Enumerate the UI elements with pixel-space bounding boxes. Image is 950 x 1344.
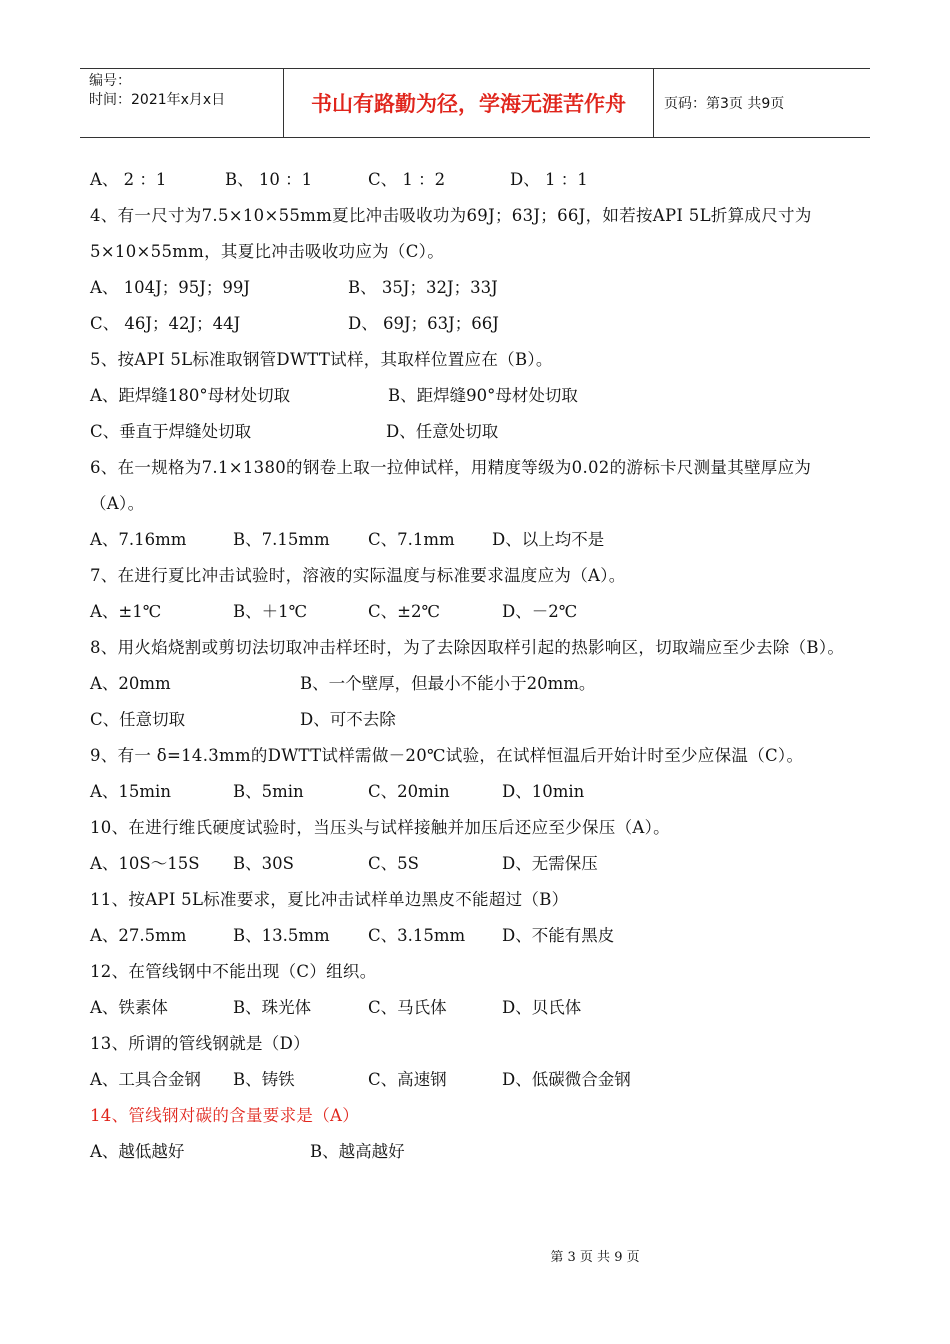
answer-option: A、15min <box>90 782 171 801</box>
header-motto: 书山有路勤为径，学海无涯苦作舟 <box>283 69 654 137</box>
page-footer: 第 3 页 共 9 页 <box>550 1250 640 1265</box>
answer-option: D、可不去除 <box>300 710 396 729</box>
question-text: 14、管线钢对碳的含量要求是（A） <box>90 1106 360 1125</box>
header-page-number: 页码：第3页 共9页 <box>664 96 785 112</box>
answer-options <box>90 702 865 738</box>
question-text: 8、用火焰烧割或剪切法切取冲击样坯时，为了去除因取样引起的热影响区，切取端应至少去除（B）。 <box>90 638 845 657</box>
answer-option: A、 104J；95J；99J <box>90 278 250 297</box>
answer-option: D、不能有黑皮 <box>502 926 615 945</box>
question-text: 9、有一 δ=14.3mm的DWTT试样需做－20℃试验，在试样恒温后开始计时至少应保温（C）。 <box>90 746 804 765</box>
answer-options <box>90 162 865 198</box>
answer-options <box>90 918 865 954</box>
answer-options <box>90 594 865 630</box>
question-text: 5、按API 5L标准取钢管DWTT试样，其取样位置应在（B）。 <box>90 350 553 369</box>
question-text: 11、按API 5L标准要求，夏比冲击试样单边黑皮不能超过（B） <box>90 890 569 909</box>
answer-option: A、铁素体 <box>90 998 168 1017</box>
question-list <box>90 162 865 1170</box>
answer-option: B、铸铁 <box>233 1070 295 1089</box>
page-header <box>80 68 870 138</box>
document-date-label: 时间：2021年x月x日 <box>89 92 226 108</box>
answer-option: C、垂直于焊缝处切取 <box>90 422 252 441</box>
answer-option: A、7.16mm <box>90 530 187 549</box>
question-text: 12、在管线钢中不能出现（C）组织。 <box>90 962 377 981</box>
document-number-label: 编号： <box>89 73 131 89</box>
answer-options <box>90 522 865 558</box>
answer-options <box>90 1134 865 1170</box>
answer-option: A、越低越好 <box>90 1142 185 1161</box>
answer-option: A、±1℃ <box>90 602 162 621</box>
answer-option: C、 1 ：2 <box>368 170 446 189</box>
answer-option: D、任意处切取 <box>386 422 499 441</box>
answer-options <box>90 666 865 702</box>
answer-option: B、距焊缝90°母材处切取 <box>388 386 578 405</box>
question-text: 7、在进行夏比冲击试验时，溶液的实际温度与标准要求温度应为（A）。 <box>90 566 626 585</box>
answer-option: C、马氏体 <box>368 998 447 1017</box>
answer-option: D、无需保压 <box>502 854 598 873</box>
answer-options <box>90 846 865 882</box>
answer-option: D、以上均不是 <box>492 530 605 549</box>
answer-option: C、20min <box>368 782 450 801</box>
answer-option: D、10min <box>502 782 585 801</box>
answer-options <box>90 414 865 450</box>
answer-option: C、高速钢 <box>368 1070 447 1089</box>
answer-options <box>90 378 865 414</box>
answer-option: C、3.15mm <box>368 926 466 945</box>
answer-option: B、 10 ：1 <box>225 170 313 189</box>
answer-option: A、10S～15S <box>90 854 200 873</box>
answer-option: C、任意切取 <box>90 710 186 729</box>
question-text: 6、在一规格为7.1×1380的钢卷上取一拉伸试样，用精度等级为0.02的游标卡尺测量其壁厚应为（A）。 <box>90 458 812 513</box>
answer-option: D、 69J；63J；66J <box>348 314 499 333</box>
answer-options <box>90 1062 865 1098</box>
question-text: 4、有一尺寸为7.5×10×55mm夏比冲击吸收功为69J；63J；66J，如若按API 5L折算成尺寸为5×10×55mm，其夏比冲击吸收功应为（C）。 <box>90 206 812 261</box>
answer-option: C、5S <box>368 854 419 873</box>
answer-option: D、－2℃ <box>502 602 578 621</box>
question-text: 10、在进行维氏硬度试验时，当压头与试样接触并加压后还应至少保压（A）。 <box>90 818 670 837</box>
answer-option: A、工具合金钢 <box>90 1070 201 1089</box>
question-text: 13、所谓的管线钢就是（D） <box>90 1034 310 1053</box>
answer-option: A、27.5mm <box>90 926 187 945</box>
answer-option: B、5min <box>233 782 304 801</box>
answer-option: C、 46J；42J；44J <box>90 314 241 333</box>
answer-option: B、7.15mm <box>233 530 330 549</box>
answer-options <box>90 990 865 1026</box>
answer-option: C、7.1mm <box>368 530 455 549</box>
answer-option: A、距焊缝180°母材处切取 <box>90 386 291 405</box>
answer-option: D、 1 ：1 <box>510 170 588 189</box>
header-meta <box>80 69 283 137</box>
answer-option: B、越高越好 <box>310 1142 405 1161</box>
answer-option: B、珠光体 <box>233 998 312 1017</box>
answer-options <box>90 270 865 306</box>
answer-option: B、30S <box>233 854 294 873</box>
answer-option: C、±2℃ <box>368 602 440 621</box>
answer-option: A、 2 ：1 <box>90 170 167 189</box>
answer-option: A、20mm <box>90 674 171 693</box>
answer-option: B、＋1℃ <box>233 602 308 621</box>
answer-options <box>90 306 865 342</box>
answer-option: B、 35J；32J；33J <box>348 278 498 297</box>
answer-option: D、低碳微合金钢 <box>502 1070 631 1089</box>
answer-option: B、13.5mm <box>233 926 330 945</box>
answer-option: B、一个壁厚，但最小不能小于20mm。 <box>300 674 596 693</box>
answer-option: D、贝氏体 <box>502 998 582 1017</box>
answer-options <box>90 774 865 810</box>
